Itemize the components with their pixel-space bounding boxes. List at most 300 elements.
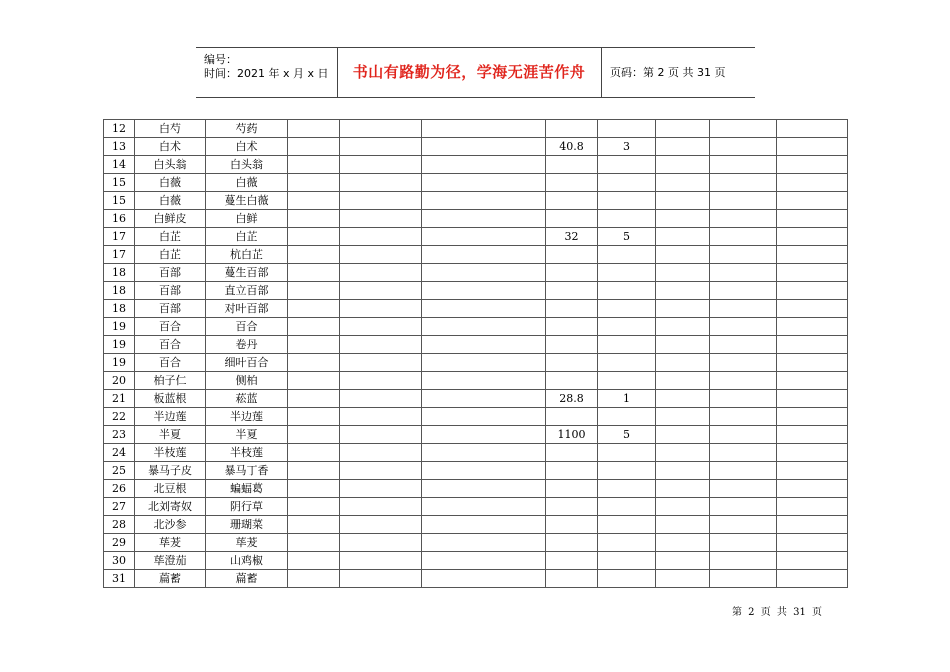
count-cell (598, 354, 656, 372)
herb-name-cell: 柏子仁 (135, 372, 206, 390)
empty-cell (422, 444, 546, 462)
count-cell (598, 300, 656, 318)
empty-cell (710, 570, 777, 588)
row-number-cell: 18 (104, 264, 135, 282)
empty-cell (288, 336, 340, 354)
table-row (104, 282, 848, 300)
empty-cell (710, 480, 777, 498)
empty-cell (710, 390, 777, 408)
empty-cell (777, 300, 848, 318)
row-number-cell: 24 (104, 444, 135, 462)
species-cell: 白芷 (206, 228, 288, 246)
empty-cell (422, 552, 546, 570)
empty-cell (340, 210, 422, 228)
number-label: 编号： (204, 53, 237, 66)
empty-cell (710, 372, 777, 390)
table-row (104, 156, 848, 174)
empty-cell (656, 534, 710, 552)
empty-cell (288, 210, 340, 228)
header-motto: 书山有路勤为径，学海无涯苦作舟 (352, 63, 586, 81)
empty-cell (656, 570, 710, 588)
empty-cell (710, 318, 777, 336)
count-cell (598, 372, 656, 390)
empty-cell (422, 372, 546, 390)
herb-table (103, 119, 848, 588)
value-cell (546, 570, 598, 588)
row-number-cell: 15 (104, 192, 135, 210)
empty-cell (777, 390, 848, 408)
herb-name-cell: 北刘寄奴 (135, 498, 206, 516)
herb-name-cell: 百部 (135, 264, 206, 282)
empty-cell (656, 300, 710, 318)
count-cell (598, 408, 656, 426)
species-cell: 卷丹 (206, 336, 288, 354)
empty-cell (710, 336, 777, 354)
herb-name-cell: 萹蓄 (135, 570, 206, 588)
table-row (104, 552, 848, 570)
empty-cell (710, 516, 777, 534)
table-row (104, 336, 848, 354)
table-row (104, 210, 848, 228)
count-cell (598, 552, 656, 570)
empty-cell (288, 426, 340, 444)
row-number-cell: 19 (104, 336, 135, 354)
empty-cell (656, 426, 710, 444)
herb-name-cell: 暴马子皮 (135, 462, 206, 480)
empty-cell (656, 390, 710, 408)
empty-cell (777, 444, 848, 462)
empty-cell (656, 372, 710, 390)
species-cell: 荜茇 (206, 534, 288, 552)
count-cell: 5 (598, 228, 656, 246)
herb-name-cell: 白鲜皮 (135, 210, 206, 228)
empty-cell (288, 444, 340, 462)
table-row (104, 372, 848, 390)
empty-cell (656, 192, 710, 210)
empty-cell (777, 264, 848, 282)
empty-cell (422, 408, 546, 426)
value-cell (546, 192, 598, 210)
empty-cell (422, 174, 546, 192)
table-row (104, 264, 848, 282)
species-cell: 阴行草 (206, 498, 288, 516)
species-cell: 蔓生百部 (206, 264, 288, 282)
value-cell (546, 354, 598, 372)
empty-cell (710, 534, 777, 552)
empty-cell (656, 462, 710, 480)
empty-cell (710, 228, 777, 246)
row-number-cell: 26 (104, 480, 135, 498)
row-number-cell: 31 (104, 570, 135, 588)
herb-name-cell: 荜茇 (135, 534, 206, 552)
count-cell (598, 570, 656, 588)
table-row (104, 426, 848, 444)
empty-cell (710, 192, 777, 210)
value-cell (546, 174, 598, 192)
empty-cell (340, 300, 422, 318)
empty-cell (656, 120, 710, 138)
empty-cell (422, 210, 546, 228)
empty-cell (777, 228, 848, 246)
species-cell: 蝙蝠葛 (206, 480, 288, 498)
table-row (104, 120, 848, 138)
species-cell: 对叶百部 (206, 300, 288, 318)
value-cell (546, 156, 598, 174)
herb-name-cell: 白薇 (135, 192, 206, 210)
empty-cell (710, 138, 777, 156)
empty-cell (422, 228, 546, 246)
value-cell (546, 534, 598, 552)
empty-cell (777, 336, 848, 354)
empty-cell (656, 408, 710, 426)
species-cell: 半边莲 (206, 408, 288, 426)
value-cell (546, 372, 598, 390)
empty-cell (340, 174, 422, 192)
row-number-cell: 29 (104, 534, 135, 552)
empty-cell (340, 534, 422, 552)
species-cell: 侧柏 (206, 372, 288, 390)
value-cell (546, 480, 598, 498)
empty-cell (656, 336, 710, 354)
empty-cell (288, 228, 340, 246)
empty-cell (710, 156, 777, 174)
species-cell: 白薇 (206, 174, 288, 192)
empty-cell (422, 156, 546, 174)
species-cell: 珊瑚菜 (206, 516, 288, 534)
herb-name-cell: 白头翁 (135, 156, 206, 174)
empty-cell (288, 300, 340, 318)
empty-cell (340, 462, 422, 480)
count-cell (598, 192, 656, 210)
empty-cell (340, 282, 422, 300)
count-cell (598, 264, 656, 282)
count-cell (598, 444, 656, 462)
time-label: 时间：2021 年 x 月 x 日 (204, 67, 329, 80)
value-cell: 32 (546, 228, 598, 246)
table-row (104, 408, 848, 426)
species-cell: 百合 (206, 318, 288, 336)
empty-cell (422, 264, 546, 282)
count-cell (598, 174, 656, 192)
empty-cell (288, 138, 340, 156)
empty-cell (340, 552, 422, 570)
empty-cell (656, 228, 710, 246)
empty-cell (340, 570, 422, 588)
empty-cell (422, 462, 546, 480)
herb-name-cell: 白芍 (135, 120, 206, 138)
empty-cell (777, 516, 848, 534)
herb-name-cell: 百合 (135, 354, 206, 372)
empty-cell (340, 516, 422, 534)
value-cell (546, 516, 598, 534)
herb-name-cell: 半枝莲 (135, 444, 206, 462)
row-number-cell: 20 (104, 372, 135, 390)
empty-cell (710, 300, 777, 318)
empty-cell (422, 138, 546, 156)
value-cell (546, 408, 598, 426)
row-number-cell: 16 (104, 210, 135, 228)
empty-cell (422, 516, 546, 534)
empty-cell (777, 120, 848, 138)
empty-cell (288, 480, 340, 498)
count-cell (598, 480, 656, 498)
empty-cell (710, 462, 777, 480)
table-row (104, 174, 848, 192)
row-number-cell: 18 (104, 282, 135, 300)
empty-cell (288, 318, 340, 336)
empty-cell (777, 552, 848, 570)
empty-cell (288, 354, 340, 372)
empty-cell (340, 408, 422, 426)
page-footer: 第 2 页 共 31 页 (732, 607, 822, 618)
herb-name-cell: 荜澄茄 (135, 552, 206, 570)
empty-cell (656, 318, 710, 336)
table-row (104, 318, 848, 336)
count-cell (598, 462, 656, 480)
empty-cell (340, 138, 422, 156)
table-row (104, 390, 848, 408)
header-info-cell (196, 48, 338, 97)
value-cell: 40.8 (546, 138, 598, 156)
table-row (104, 462, 848, 480)
header-page-cell (601, 48, 756, 97)
empty-cell (656, 210, 710, 228)
empty-cell (656, 498, 710, 516)
row-number-cell: 12 (104, 120, 135, 138)
empty-cell (656, 552, 710, 570)
row-number-cell: 21 (104, 390, 135, 408)
table-row (104, 444, 848, 462)
empty-cell (422, 282, 546, 300)
empty-cell (710, 174, 777, 192)
empty-cell (710, 408, 777, 426)
row-number-cell: 17 (104, 246, 135, 264)
empty-cell (777, 174, 848, 192)
empty-cell (422, 498, 546, 516)
empty-cell (422, 318, 546, 336)
empty-cell (656, 138, 710, 156)
count-cell (598, 246, 656, 264)
empty-cell (656, 480, 710, 498)
count-cell: 1 (598, 390, 656, 408)
value-cell (546, 264, 598, 282)
empty-cell (288, 192, 340, 210)
row-number-cell: 23 (104, 426, 135, 444)
empty-cell (422, 390, 546, 408)
page-number-label: 页码：第 2 页 共 31 页 (610, 66, 726, 79)
table-row (104, 300, 848, 318)
count-cell (598, 210, 656, 228)
empty-cell (288, 534, 340, 552)
species-cell: 蔓生白薇 (206, 192, 288, 210)
empty-cell (777, 318, 848, 336)
value-cell (546, 318, 598, 336)
species-cell: 菘蓝 (206, 390, 288, 408)
value-cell: 1100 (546, 426, 598, 444)
empty-cell (777, 498, 848, 516)
empty-cell (777, 282, 848, 300)
value-cell (546, 336, 598, 354)
species-cell: 直立百部 (206, 282, 288, 300)
empty-cell (777, 426, 848, 444)
herb-name-cell: 板蓝根 (135, 390, 206, 408)
row-number-cell: 18 (104, 300, 135, 318)
page-header (196, 47, 755, 98)
count-cell (598, 318, 656, 336)
count-cell (598, 516, 656, 534)
row-number-cell: 22 (104, 408, 135, 426)
empty-cell (288, 552, 340, 570)
row-number-cell: 27 (104, 498, 135, 516)
empty-cell (710, 354, 777, 372)
value-cell (546, 552, 598, 570)
empty-cell (656, 516, 710, 534)
herb-name-cell: 白薇 (135, 174, 206, 192)
table-row (104, 246, 848, 264)
row-number-cell: 19 (104, 354, 135, 372)
row-number-cell: 13 (104, 138, 135, 156)
herb-name-cell: 北沙参 (135, 516, 206, 534)
herb-name-cell: 北豆根 (135, 480, 206, 498)
empty-cell (656, 444, 710, 462)
empty-cell (777, 354, 848, 372)
species-cell: 杭白芷 (206, 246, 288, 264)
empty-cell (340, 372, 422, 390)
empty-cell (288, 156, 340, 174)
empty-cell (710, 120, 777, 138)
empty-cell (710, 210, 777, 228)
count-cell (598, 534, 656, 552)
herb-name-cell: 百合 (135, 318, 206, 336)
value-cell (546, 498, 598, 516)
count-cell (598, 336, 656, 354)
empty-cell (288, 264, 340, 282)
species-cell: 白头翁 (206, 156, 288, 174)
count-cell: 3 (598, 138, 656, 156)
empty-cell (422, 336, 546, 354)
empty-cell (340, 192, 422, 210)
empty-cell (777, 534, 848, 552)
empty-cell (422, 426, 546, 444)
empty-cell (710, 552, 777, 570)
row-number-cell: 15 (104, 174, 135, 192)
empty-cell (777, 372, 848, 390)
empty-cell (777, 462, 848, 480)
table-row (104, 570, 848, 588)
value-cell (546, 246, 598, 264)
empty-cell (777, 408, 848, 426)
species-cell: 萹蓄 (206, 570, 288, 588)
herb-name-cell: 白芷 (135, 246, 206, 264)
empty-cell (422, 192, 546, 210)
row-number-cell: 19 (104, 318, 135, 336)
empty-cell (340, 390, 422, 408)
count-cell (598, 156, 656, 174)
value-cell: 28.8 (546, 390, 598, 408)
species-cell: 半夏 (206, 426, 288, 444)
empty-cell (340, 246, 422, 264)
herb-name-cell: 百部 (135, 300, 206, 318)
value-cell (546, 462, 598, 480)
empty-cell (656, 156, 710, 174)
empty-cell (288, 282, 340, 300)
table-row (104, 192, 848, 210)
empty-cell (777, 570, 848, 588)
empty-cell (422, 480, 546, 498)
table-row (104, 498, 848, 516)
empty-cell (422, 300, 546, 318)
species-cell: 白鲜 (206, 210, 288, 228)
table-row (104, 534, 848, 552)
species-cell: 半枝莲 (206, 444, 288, 462)
herb-name-cell: 半边莲 (135, 408, 206, 426)
row-number-cell: 28 (104, 516, 135, 534)
herb-name-cell: 百合 (135, 336, 206, 354)
empty-cell (710, 246, 777, 264)
empty-cell (777, 480, 848, 498)
empty-cell (777, 156, 848, 174)
empty-cell (288, 570, 340, 588)
empty-cell (710, 264, 777, 282)
empty-cell (422, 570, 546, 588)
empty-cell (710, 498, 777, 516)
count-cell (598, 498, 656, 516)
empty-cell (422, 120, 546, 138)
empty-cell (340, 228, 422, 246)
table-row (104, 354, 848, 372)
row-number-cell: 14 (104, 156, 135, 174)
empty-cell (288, 498, 340, 516)
empty-cell (656, 354, 710, 372)
empty-cell (340, 156, 422, 174)
table-row (104, 516, 848, 534)
empty-cell (656, 174, 710, 192)
species-cell: 白术 (206, 138, 288, 156)
species-cell: 细叶百合 (206, 354, 288, 372)
row-number-cell: 17 (104, 228, 135, 246)
empty-cell (656, 246, 710, 264)
count-cell (598, 120, 656, 138)
herb-name-cell: 白术 (135, 138, 206, 156)
empty-cell (422, 246, 546, 264)
empty-cell (288, 120, 340, 138)
species-cell: 芍药 (206, 120, 288, 138)
empty-cell (340, 264, 422, 282)
empty-cell (288, 372, 340, 390)
empty-cell (340, 354, 422, 372)
count-cell (598, 282, 656, 300)
empty-cell (340, 480, 422, 498)
empty-cell (656, 264, 710, 282)
empty-cell (710, 282, 777, 300)
empty-cell (288, 390, 340, 408)
table-row (104, 228, 848, 246)
value-cell (546, 300, 598, 318)
empty-cell (710, 426, 777, 444)
species-cell: 暴马丁香 (206, 462, 288, 480)
empty-cell (340, 426, 422, 444)
empty-cell (422, 534, 546, 552)
herb-name-cell: 半夏 (135, 426, 206, 444)
herb-name-cell: 白芷 (135, 228, 206, 246)
empty-cell (340, 120, 422, 138)
table-row (104, 138, 848, 156)
empty-cell (288, 516, 340, 534)
empty-cell (340, 318, 422, 336)
empty-cell (340, 498, 422, 516)
empty-cell (288, 246, 340, 264)
row-number-cell: 30 (104, 552, 135, 570)
